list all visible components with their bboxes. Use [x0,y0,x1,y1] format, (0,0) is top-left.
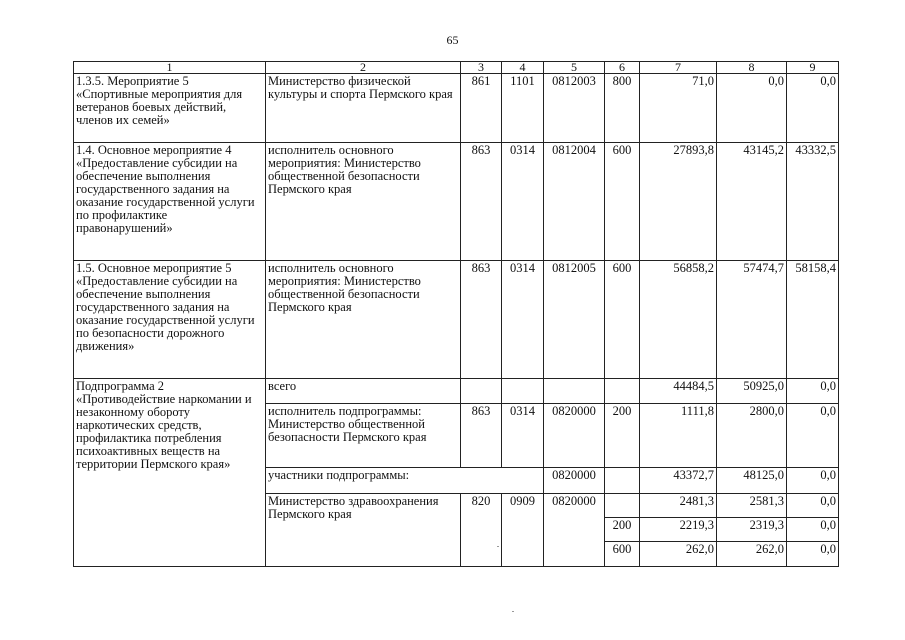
code-cell: 1101 [502,74,544,143]
budget-table [73,61,839,567]
empty-cell [502,379,544,404]
amount-cell: 0,0 [787,404,839,468]
header-cell: 9 [787,62,839,74]
header-cell: 3 [461,62,502,74]
amount-cell: 44484,5 [640,379,717,404]
amount-cell: 0,0 [787,542,839,567]
code-cell: 0820000 [544,404,605,468]
amount-cell: 0,0 [717,74,787,143]
header-cell: 6 [605,62,640,74]
measure-name-cell: 1.4. Основное мероприятие 4 «Предоставление субсидии на обеспечение выполнения государственного задания на оказание государственной услуги по профилактике правонарушений» [74,143,266,261]
table-row [74,261,839,379]
amount-cell: 1111,8 [640,404,717,468]
executor-cell: всего [266,379,461,404]
code-cell: 600 [605,261,640,379]
executor-cell: исполнитель основного мероприятия: Министерство общественной безопасности Пермского края [266,261,461,379]
header-cell: 2 [266,62,461,74]
page-number: 65 [446,33,459,47]
amount-cell: 58158,4 [787,261,839,379]
amount-cell: 2481,3 [640,494,717,518]
code-cell: 200 [605,518,640,542]
amount-cell: 2219,3 [640,518,717,542]
amount-cell: 0,0 [787,379,839,404]
amount-cell: 2800,0 [717,404,787,468]
amount-cell: 43372,7 [640,468,717,494]
measure-name-cell: 1.3.5. Мероприятие 5 «Спортивные мероприятия для ветеранов боевых действий, членов их семей» [74,74,266,143]
scan-speck [497,546,499,547]
amount-cell: 43332,5 [787,143,839,261]
amount-cell: 2581,3 [717,494,787,518]
executor-cell: Министерство физической культуры и спорта Пермского края [266,74,461,143]
empty-cell [605,468,640,494]
amount-cell: 2319,3 [717,518,787,542]
subprogram-total-row [74,379,839,404]
table-row [74,74,839,143]
code-cell: 600 [605,542,640,567]
amount-cell: 48125,0 [717,468,787,494]
amount-cell: 71,0 [640,74,717,143]
header-cell: 1 [74,62,266,74]
code-cell: 0812005 [544,261,605,379]
code-cell: 600 [605,143,640,261]
code-cell: 0820000 [544,494,605,567]
code-cell: 0314 [502,261,544,379]
amount-cell: 27893,8 [640,143,717,261]
code-cell: 0820000 [544,468,605,494]
header-cell: 7 [640,62,717,74]
code-cell: 863 [461,261,502,379]
header-cell: 4 [502,62,544,74]
header-row [74,62,839,74]
code-cell: 800 [605,74,640,143]
code-cell: 0812003 [544,74,605,143]
amount-cell: 0,0 [787,494,839,518]
code-cell: 0909 [502,494,544,567]
empty-cell [544,379,605,404]
code-cell: 200 [605,404,640,468]
header-cell: 5 [544,62,605,74]
scan-speck [512,611,514,612]
amount-cell: 50925,0 [717,379,787,404]
measure-name-cell: 1.5. Основное мероприятие 5 «Предоставление субсидии на обеспечение выполнения государственного задания на оказание государственной услуги по безопасности дорожного движения» [74,261,266,379]
executor-cell: исполнитель подпрограммы: Министерство общественной безопасности Пермского края [266,404,461,468]
amount-cell: 57474,7 [717,261,787,379]
header-cell: 8 [717,62,787,74]
amount-cell: 262,0 [640,542,717,567]
empty-cell [461,379,502,404]
code-cell: 863 [461,404,502,468]
amount-cell: 262,0 [717,542,787,567]
executor-cell: Министерство здравоохранения Пермского края [266,494,461,567]
executor-cell: исполнитель основного мероприятия: Министерство общественной безопасности Пермского края [266,143,461,261]
code-cell: 861 [461,74,502,143]
empty-cell [605,494,640,518]
code-cell: 863 [461,143,502,261]
empty-cell [605,379,640,404]
code-cell: 0314 [502,143,544,261]
subprogram-title-cell: Подпрограмма 2 «Противодействие наркомании и незаконному обороту наркотических средств, профилактика потребления психоактивных веществ на территории Пермского края» [74,379,266,567]
code-cell: 0812004 [544,143,605,261]
amount-cell: 43145,2 [717,143,787,261]
amount-cell: 0,0 [787,518,839,542]
amount-cell: 56858,2 [640,261,717,379]
table-row [74,143,839,261]
code-cell: 820 [461,494,502,567]
code-cell: 0314 [502,404,544,468]
amount-cell: 0,0 [787,74,839,143]
participants-label-cell: участники подпрограммы: [266,468,544,494]
amount-cell: 0,0 [787,468,839,494]
